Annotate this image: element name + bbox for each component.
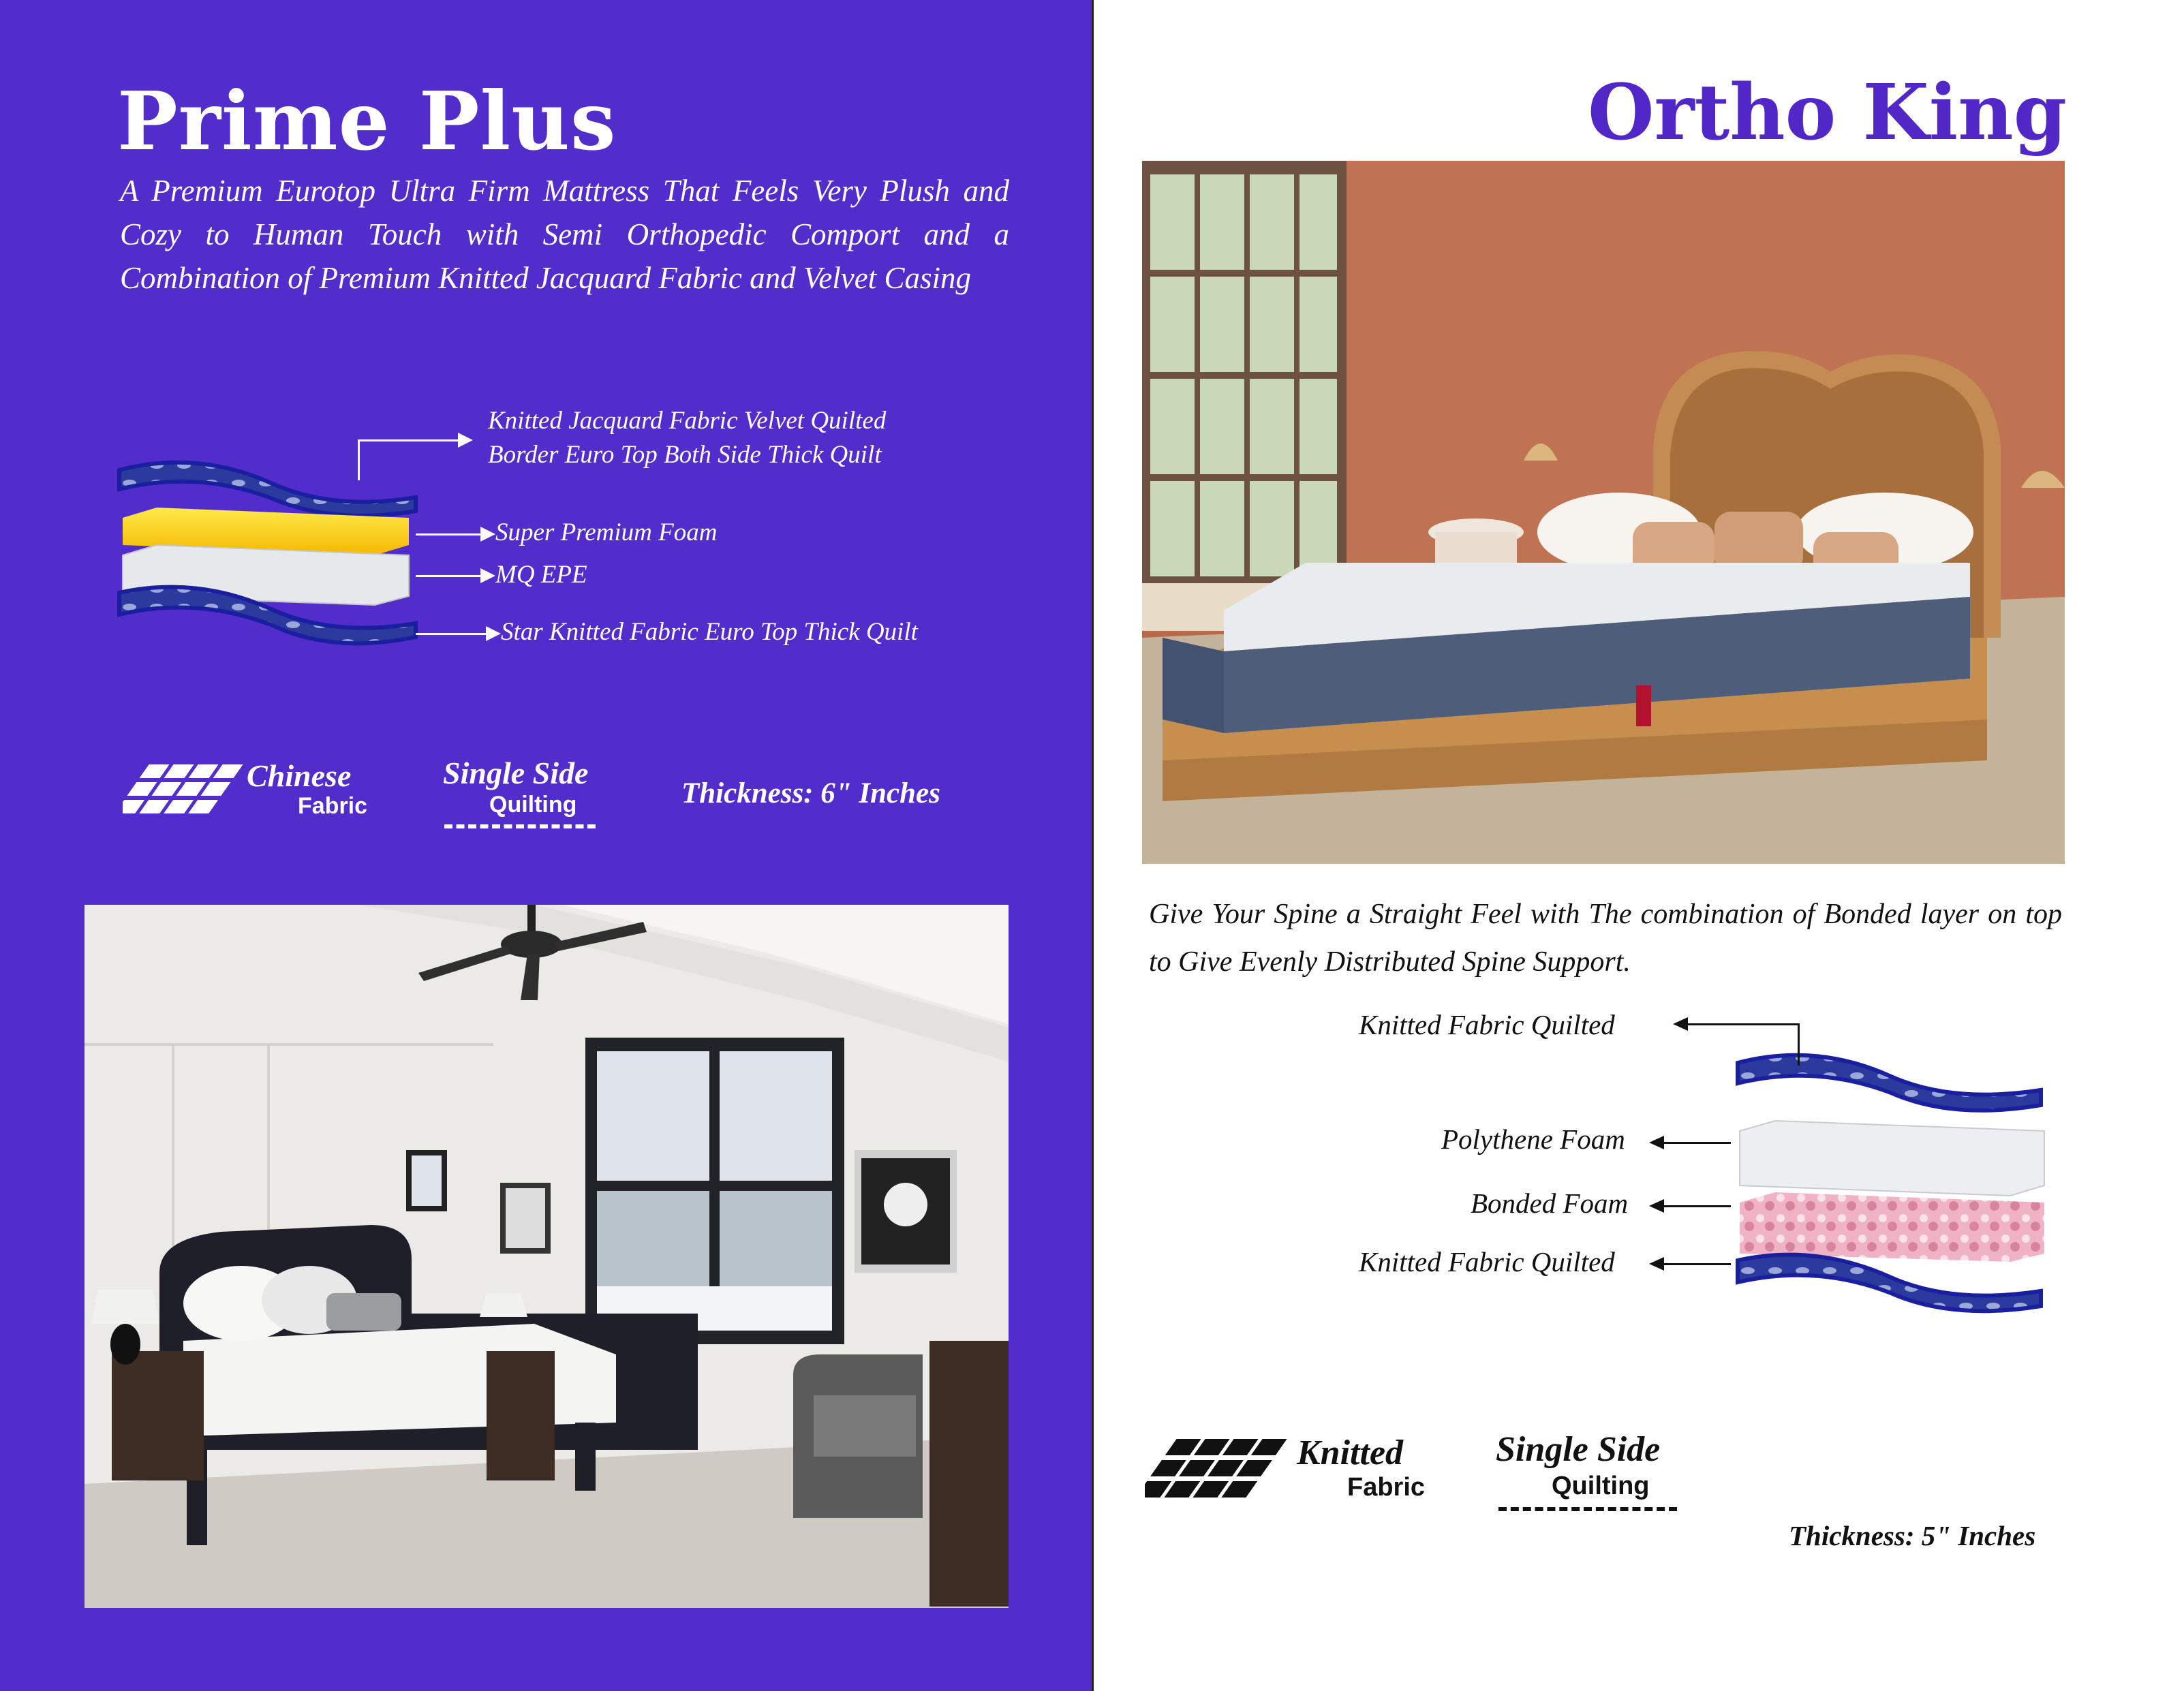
ok-bottom-quilt-shape <box>1738 1255 2041 1312</box>
ok-layer1-arrow-line <box>1687 1023 1799 1025</box>
ortho-king-title: Ortho King <box>1587 68 2067 157</box>
ok-fabric-type-label: Knitted <box>1297 1433 1404 1472</box>
fabric-sub-label: Fabric <box>298 793 368 819</box>
prime-plus-bedroom-photo <box>84 905 1009 1608</box>
ok-layer2-arrow-head <box>1649 1136 1664 1149</box>
ok-quilting-sub-label: Quilting <box>1552 1472 1650 1500</box>
layer3-arrow-line <box>416 575 484 577</box>
layer1-arrow-line <box>358 439 460 441</box>
ok-layer4-arrow-head <box>1649 1257 1664 1271</box>
fabric-type-label: Chinese <box>247 758 352 793</box>
layer2-arrow-head <box>480 527 495 542</box>
ok-fabric-sub-label: Fabric <box>1347 1473 1426 1502</box>
ok-thickness-label: Thickness: 5" Inches <box>1789 1520 2036 1551</box>
ok-quilting-type-label: Single Side <box>1496 1430 1661 1469</box>
ok-layer2-arrow-line <box>1663 1142 1731 1144</box>
ok-layer3-label: Bonded Foam <box>1471 1188 1629 1219</box>
prime-plus-description: A Premium Eurotop Ultra Firm Mattress That Feels Very Plush and Cozy to Human Touch with Semi Orthopedic Comport and a Combination of Premium Knitted Jacquard Fabric and Velvet Casing <box>120 174 1009 295</box>
quilting-type-label: Single Side <box>443 756 589 790</box>
prime-plus-layer-diagram <box>116 456 422 681</box>
prime-plus-title: Prime Plus <box>117 74 617 168</box>
ok-layer3-arrow-head <box>1649 1199 1664 1213</box>
quilting-sub-label: Quilting <box>489 792 577 818</box>
ok-layer1-label: Knitted Fabric Quilted <box>1359 1009 1615 1040</box>
ok-quilting-dash-icon <box>1498 1507 1677 1511</box>
layer3-label: MQ EPE <box>495 561 587 589</box>
ok-top-quilt-shape <box>1738 1055 2041 1111</box>
ortho-king-description: Give Your Spine a Straight Feel with The combination of Bonded layer on top to Give Evenly Distributed Spine Support. <box>1149 899 2062 978</box>
ortho-king-layer-diagram <box>1734 1049 2048 1342</box>
layer4-arrow-head <box>486 626 501 641</box>
ok-layer4-arrow-line <box>1663 1263 1731 1265</box>
polythene-foam-shape <box>1740 1121 2044 1196</box>
layer2-arrow-line <box>416 533 484 536</box>
ok-layer3-arrow-line <box>1663 1205 1731 1207</box>
layer4-arrow-line <box>416 633 489 635</box>
layer1-label-line2: Border Euro Top Both Side Thick Quilt <box>488 441 882 469</box>
layer1-arrow-head <box>458 433 473 448</box>
ok-layer1-arrow-vertical <box>1798 1023 1800 1066</box>
layer2-label: Super Premium Foam <box>495 518 718 546</box>
layer1-label-line1: Knitted Jacquard Fabric Velvet Quilted <box>488 407 887 435</box>
ok-layer4-label: Knitted Fabric Quilted <box>1359 1246 1615 1277</box>
layer3-arrow-head <box>480 568 495 583</box>
quilting-dash-icon <box>444 824 596 828</box>
top-quilt-layer-shape <box>119 463 416 516</box>
ortho-king-panel <box>1092 0 2184 1691</box>
ok-layer1-arrow-head <box>1673 1017 1688 1031</box>
layer1-arrow-vertical <box>358 439 360 480</box>
ok-layer2-label: Polythene Foam <box>1441 1123 1625 1155</box>
thickness-label: Thickness: 6" Inches <box>681 777 940 809</box>
ortho-king-product-photo <box>1142 161 2065 864</box>
ok-fabric-grid-icon <box>1145 1438 1295 1503</box>
layer4-label: Star Knitted Fabric Euro Top Thick Quilt <box>501 618 918 646</box>
fabric-grid-icon <box>123 763 245 818</box>
bonded-foam-shape <box>1740 1192 2044 1262</box>
